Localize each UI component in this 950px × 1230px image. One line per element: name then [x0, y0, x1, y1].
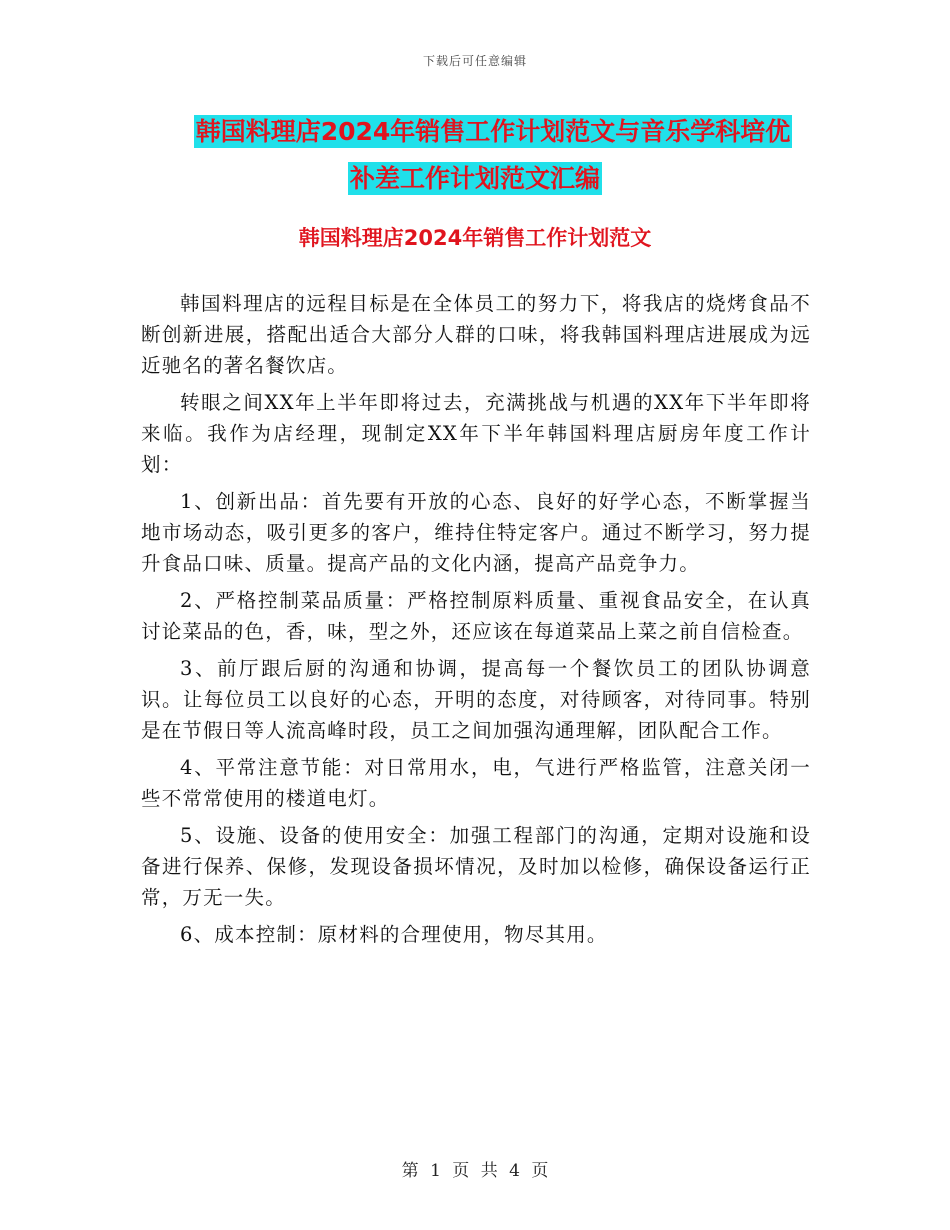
- paragraph-item-3: 3、前厅跟后厨的沟通和协调，提高每一个餐饮员工的团队协调意识。让每位员工以良好的心态，开明的态度，对待顾客，对待同事。特别是在节假日等人流高峰时段，员工之间加强沟通理解，团队配合工作。: [141, 657, 811, 742]
- section-title: 韩国料理店2024年销售工作计划范文: [298, 226, 652, 250]
- paragraph-item-4: 4、平常注意节能：对日常用水，电，气进行严格监管，注意关闭一些不常常使用的楼道电灯。: [141, 756, 811, 810]
- page-header-note: 下载后可任意编辑: [422, 54, 527, 68]
- paragraph-item-6: 6、成本控制：原材料的合理使用，物尽其用。: [180, 923, 608, 946]
- paragraph-item-1: 1、创新出品：首先要有开放的心态、良好的好学心态，不断掌握当地市场动态，吸引更多的客户，维持住特定客户。通过不断学习，努力提升食品口味、质量。提高产品的文化内涵，提高产品竞争力。: [141, 490, 811, 575]
- title-line-1-text: 韩国料理店2024年销售工作计划范文与音乐学科培优: [195, 117, 791, 146]
- title-line-1: [0, 108, 950, 155]
- document-title: [0, 108, 950, 202]
- body-text: [141, 288, 811, 956]
- title-line-2-text: 补差工作计划范文汇编: [349, 164, 600, 193]
- page-footer-indicator: 第 1 页 共 4 页: [401, 1161, 549, 1181]
- paragraph-item-5: 5、设施、设备的使用安全：加强工程部门的沟通，定期对设施和设备进行保养、保修，发现设备损坏情况，及时加以检修，确保设备运行正常，万无一失。: [141, 824, 811, 909]
- paragraph-plan-intro: 转眼之间XX年上半年即将过去，充满挑战与机遇的XX年下半年即将来临。我作为店经理，现制定XX年下半年韩国料理店厨房年度工作计划：: [141, 391, 811, 476]
- paragraph-intro: 韩国料理店的远程目标是在全体员工的努力下，将我店的烧烤食品不断创新进展，搭配出适合大部分人群的口味，将我韩国料理店进展成为远近驰名的著名餐饮店。: [141, 292, 811, 377]
- title-line-2: [0, 155, 950, 202]
- paragraph-item-2: 2、严格控制菜品质量：严格控制原料质量、重视食品安全，在认真讨论菜品的色，香，味，型之外，还应该在每道菜品上菜之前自信检查。: [141, 589, 811, 643]
